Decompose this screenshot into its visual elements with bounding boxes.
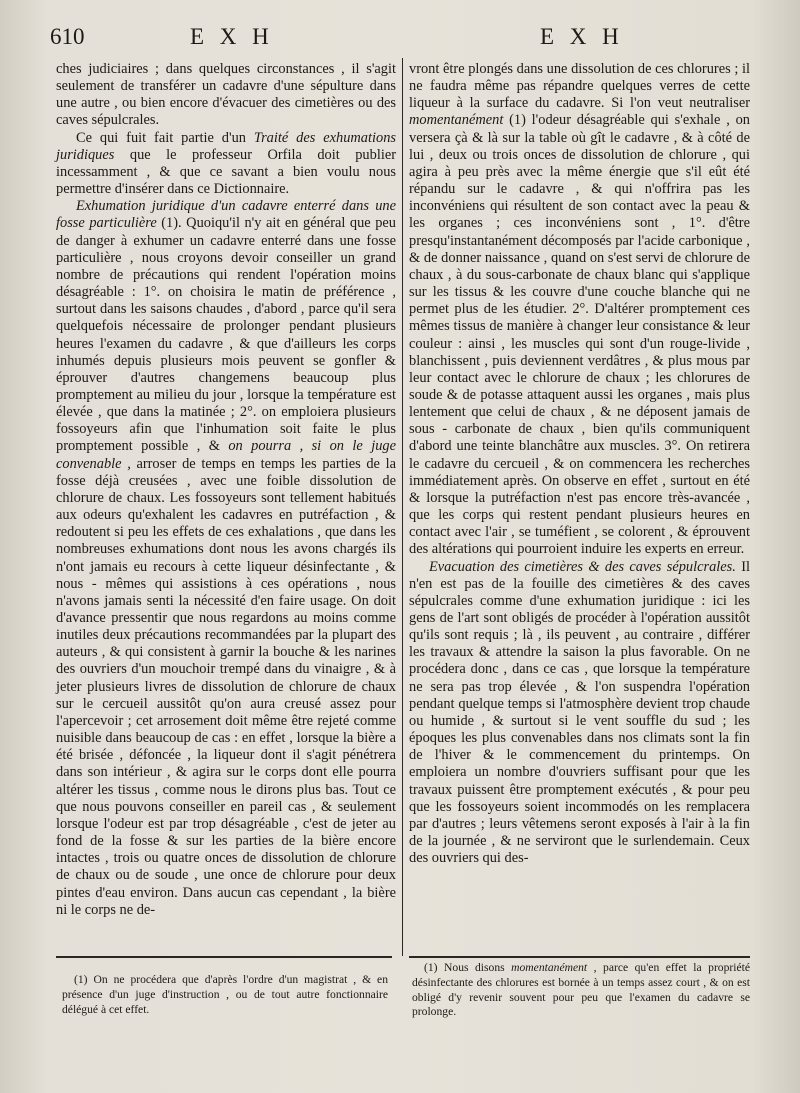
paragraph: Ce qui fuit fait partie d'un Traité des exhumations juridiques que le professeur Orfila doit publier incessamment , & que ce savant a bien voulu nous permettre d'insérer dans ce Dictionnaire. bbox=[56, 129, 396, 198]
paragraph: Exhumation juridique d'un cadavre enterré dans une fosse particulière (1). Quoiqu'il n'y ait en général que peu de danger à exhumer un cadavre enterré dans une fosse particulière , nous croyons devoir conseiller un grand nombre de précautions qui rendent l'opération moins désagréable : 1°. on choisira le matin de préférence , surtout dans les saisons chaudes , d'abord , parce qu'il sera quelquefois nécessaire de prolonger pendant plusieurs heures l'examen du cadavre , & que d'ailleurs les corps inhumés depuis plusieurs mois peuvent se gonfler & éprouver d'autres changemens beaucoup plus promptement au milieu du jour , lorsque la température est élevée , que dans la matinée ; 2°. on emploiera plusieurs fossoyeurs afin que l'inhumation soit faite le plus promptement possible , & on pourra , si on le juge convenable , arroser de temps en temps les parties de la fosse déjà creusées , avec une foible dissolution de chlorure de chaux. Les fossoyeurs sont tellement habitués aux odeurs qu'exhalent les cadavres en putréfaction , & redoutent si peu les effets de ces exhalations , que dans les nombreuses exhumations dont nous les avons chargés ils n'ont jamais eu recours à cette liqueur désinfectante , & nous - mêmes qui assistions à ces opérations , nous n'avons jamais senti la nécessité d'en faire usage. On doit d'avance pressentir que nous regardons au moins comme inutiles deux précautions recommandées par la plupart des auteurs , & qui consistent à garnir la bouche & les narines des ouvriers d'un mouchoir trempé dans du vinaigre , & à jeter plusieurs livres de dissolution de chlorure de chaux sur le cercueil aussitôt qu'on aura creusé assez pour l'apercevoir ; cet arrosement doit même être rejeté comme nuisible dans beaucoup de cas : en effet , lorsque la bière a été brisée , défoncée , la liqueur dont il s'agit pénétrera dans son intérieur , & agira sur le corps dont elle pourra altérer les tissus , comme nous le dirons plus bas. Tout ce que nous pouvons conseiller en pareil cas , & seulement lorsque l'odeur est par trop désagréable , c'est de jeter au fond de la fosse & sur les parties de la bière encore intactes , trois ou quatre onces de dissolution de chlorure de chaux ou de soude , une once de chlorure pour deux pintes d'eau environ. Dans aucun cas cependant , la bière ni le corps ne de- bbox=[56, 198, 396, 918]
column-divider bbox=[402, 58, 403, 956]
italic-phrase: on pourra , si on le juge convenable , bbox=[56, 438, 396, 472]
section-heading: Evacuation des cimetières & des caves sépulcrales. bbox=[429, 558, 736, 575]
paragraph: vront être plongés dans une dissolution de ces chlorures ; il ne faudra même pas répandre quelques verres de cette liqueur à la surface du cadavre. Si l'on veut neutraliser momentanément (1) l'odeur désagréable qui s'exhale , on versera çà & là sur la table où gît le cadavre , & à côté de lui , deux ou trois onces de dissolution de chlorure , qui agira à peu près avec la même énergie que s'il eût été répandu sur le cadavre , & qui n'offrira pas les inconvéniens qui résultent de son contact avec la peau & les organes ; ces inconvéniens sont , 1°. d'être presqu'instantanément décomposés par l'acide carbonique , & de donner naissance , quand on s'est servi de chlorure de chaux , à du sous-carbonate de chaux blanc qui s'applique sur les tissus & les couvre d'une couche blanche qui ne permet plus de les étudier. 2°. D'altérer promptement ces mêmes tissus de manière à changer leur consistance & leur couleur : ainsi , les muscles qui sont d'un rouge-livide , blanchissent , puis deviennent verdâtres , & plus mous par leur contact avec le chlorure de chaux ; les chlorures de soude & de potasse attaquent aussi les organes , mais plus lentement que celui de chaux , & ne déposent jamais de sous - carbonate de chaux , bien qu'ils communiquent d'abord une teinte blanchâtre aux muscles. 3°. On retirera le cadavre du cercueil , & on commencera les recherches immédiatement après. On observe en effet , surtout en été & lorsque la putréfaction n'est pas encore très-avancée , que les corps qui restent pendant plusieurs heures en contact avec l'air , se tuméfient , se colorent , & éprouvent des altérations qui pourroient induire les experts en erreur. bbox=[409, 61, 750, 558]
footnote-left: (1) On ne procédera que d'après l'ordre d'un magistrat , & en présence d'un juge d'instruction , ou de tout autre fonctionnaire délégué à cet effet. bbox=[62, 973, 388, 1016]
left-column bbox=[56, 61, 396, 919]
running-head-right: E X H bbox=[540, 24, 624, 49]
page-header bbox=[0, 24, 800, 58]
section-heading: Exhumation juridique d'un cadavre enterré dans une fosse particulière bbox=[56, 198, 396, 232]
page-number: 610 bbox=[50, 24, 85, 49]
italic-title: Traité des exhumations juridiques bbox=[56, 129, 396, 163]
paragraph: Evacuation des cimetières & des caves sépulcrales. Il n'en est pas de la fouille des cimetières & des caves sépulcrales comme d'une exhumation juridique : ici les gens de l'art sont obligés de procéder à l'opération aussitôt qu'ils sont requis ; là , ils peuvent , au contraire , différer les travaux & attendre la saison la plus favorable. On ne procédera donc , dans ce cas , que lorsque la température ne sera pas trop élevée , & l'on suspendra l'opération pendant quelque temps si l'atmosphère devient trop chaude ou humide , & surtout si le vent souffle du sud ; les époques les plus convenables dans nos climats sont la fin de l'hiver & le commencement du printemps. On emploiera un nombre d'ouvriers suffisant pour que les travaux puissent être promptement exécutés , & pour peu que les fossoyeurs soient incommodés on les remplacera par d'autres ; leurs vêtemens seront exposés à l'air à la fin de la journée , & ne serviront que le surlendemain. Ceux des ouvriers qui des- bbox=[409, 558, 750, 867]
paragraph: ches judiciaires ; dans quelques circonstances , il s'agit seulement de transférer un cadavre d'une sépulture dans une autre , ou bien encore d'évacuer des cimetières ou des caves sépulcrales. bbox=[56, 61, 396, 129]
italic-word: momentanément bbox=[409, 112, 504, 129]
running-head-left: E X H bbox=[190, 24, 274, 49]
footnote-rule-right bbox=[409, 956, 750, 958]
right-column bbox=[409, 61, 750, 867]
footnote-right: (1) Nous disons momentanément , parce qu'en effet la propriété désinfectante des chlorures est bornée à un temps assez court , & on est obligé d'y revenir souvent pour peu que l'examen du cadavre se prolonge. bbox=[412, 961, 750, 1019]
footnote-rule-left bbox=[56, 956, 392, 958]
